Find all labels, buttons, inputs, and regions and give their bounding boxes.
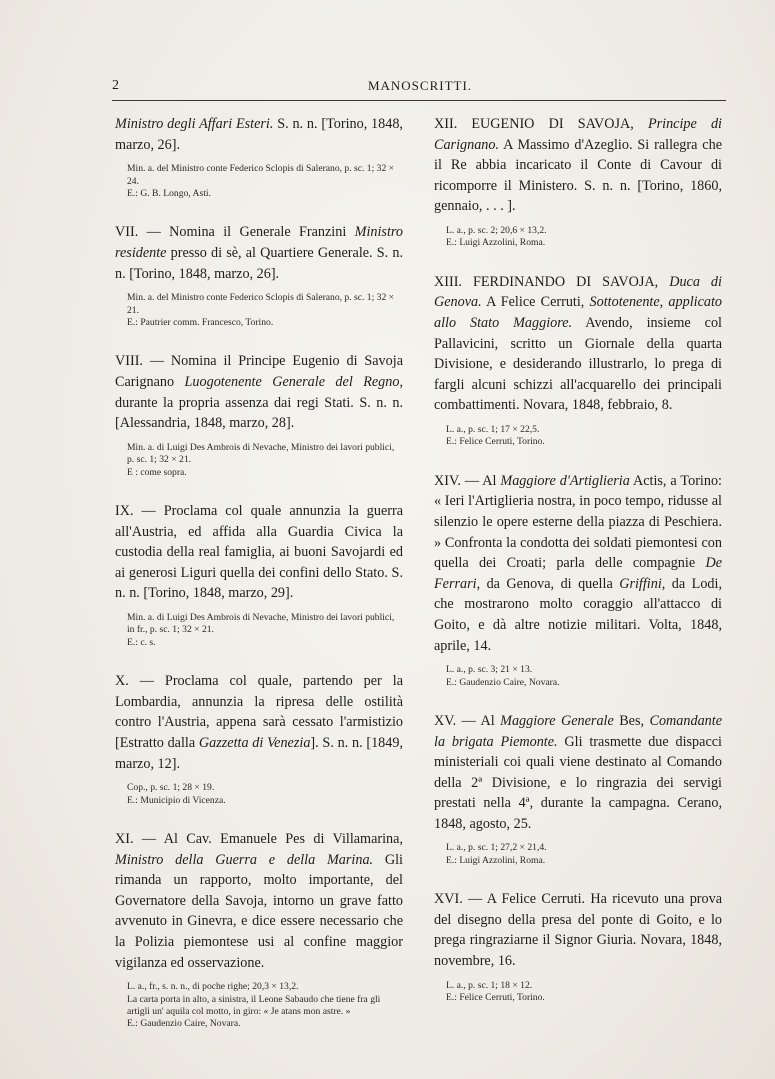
metadata-line: Min. a. di Luigi Des Ambrois di Nevache, Ministro dei lavori publici, p. sc. 1; 32 × 21. xyxy=(127,441,395,466)
text-run: S. n. n. [Torino, 1848, marzo, 26]. xyxy=(115,116,403,153)
catalog-entry xyxy=(115,501,403,649)
entry-metadata xyxy=(127,163,403,200)
text-run: A Felice Cerruti, xyxy=(481,294,590,311)
metadata-line: E.: Luigi Azzolini, Roma. xyxy=(446,854,546,866)
left-column xyxy=(115,114,403,1053)
metadata-line: L. a., p. sc. 3; 21 × 13. xyxy=(446,664,533,676)
italic-text: De Ferrari, xyxy=(434,555,722,592)
entry-description xyxy=(115,351,403,433)
entry-metadata xyxy=(127,782,403,807)
catalog-entry xyxy=(434,471,722,689)
italic-text: Sottotenente, applicato allo Stato Maggiore. xyxy=(434,294,723,331)
entry-description xyxy=(434,711,722,835)
italic-text: Gazzetta di Venezia xyxy=(198,734,311,751)
metadata-line: E.: Luigi Azzolini, Roma. xyxy=(446,237,546,249)
entry-metadata xyxy=(446,842,722,867)
entry-metadata xyxy=(127,981,403,1031)
metadata-line: La carta porta in alto, a sinistra, il Leone Sabaudo che tiene fra gli artigli un' aquila col motto, in giro: « Je atans mon astre. » xyxy=(127,993,381,1017)
metadata-line: L. a., p. sc. 2; 20,6 × 13,2. xyxy=(446,224,547,236)
catalog-entry xyxy=(115,351,403,479)
metadata-line: L. a., fr., s. n. n., di poche righe; 20,3 × 13,2. xyxy=(127,981,299,993)
text-run: Actis, a Torino: « Ieri l'Artiglieria nostra, in poco tempo, ridusse al silenzio le opere esterne della piazza di Peschiera. » Confronta la condotta dei soldati piemontesi con quella dei Croati; parla delle compagnie xyxy=(434,472,722,572)
italic-text: Maggiore Generale xyxy=(500,712,614,729)
text-run: Gli rimanda un rapporto, molto importante, del Governatore della Savoja, intorno un grave fatto avvenuto in Ginevra, e dice essere necessario che la Polizia piemontese usi al confine maggior vigilanza ed osservazione. xyxy=(115,851,403,971)
running-head: MANOSCRITTI. xyxy=(367,78,473,93)
text-run: XIV. — Al xyxy=(434,472,501,489)
entry-metadata xyxy=(446,225,722,250)
header-rule xyxy=(112,100,726,101)
page-header xyxy=(112,78,728,98)
metadata-line: Min. a. del Ministro conte Federico Sclopis di Salerano, p. sc. 1; 32 × 21. xyxy=(127,292,395,316)
italic-text: Duca di Genova. xyxy=(434,273,722,311)
metadata-line: L. a., p. sc. 1; 18 × 12. xyxy=(446,979,533,991)
entry-metadata xyxy=(446,980,722,1005)
italic-text: Principe di Carignano. xyxy=(434,116,722,153)
entry-metadata xyxy=(127,292,403,329)
text-run: VII. — Nomina il Generale Franzini xyxy=(115,224,355,241)
metadata-line: E.: Gaudenzio Caire, Novara. xyxy=(446,676,560,688)
catalog-entry xyxy=(434,711,722,867)
metadata-line: E.: Felice Cerruti, Torino. xyxy=(446,992,545,1004)
text-run: XIII. FERDINANDO DI SAVOJA, xyxy=(434,273,670,290)
metadata-line: L. a., p. sc. 1; 27,2 × 21,4. xyxy=(446,842,547,854)
entry-description xyxy=(115,501,403,604)
page-number: 2 xyxy=(112,78,119,93)
text-run: XI. — Al Cav. Emanuele Pes di Villamarina, xyxy=(115,830,403,847)
italic-text: Maggiore d'Artiglieria xyxy=(500,472,630,489)
italic-text: Griffini, xyxy=(619,575,666,592)
catalog-entry xyxy=(434,889,722,1004)
entry-description xyxy=(434,889,722,971)
metadata-line: Min. a. di Luigi Des Ambrois di Nevache, Ministro dei lavori publici, in fr., p. sc. 1; 32 × 21. xyxy=(127,611,395,636)
text-run: ]. S. n. n. [1849, marzo, 12]. xyxy=(115,734,404,772)
entry-description xyxy=(115,671,403,774)
entry-metadata xyxy=(127,442,403,479)
entry-metadata xyxy=(127,612,403,649)
entry-metadata xyxy=(446,664,722,689)
entry-description xyxy=(115,829,403,973)
metadata-line: E.: Municipio di Vicenza. xyxy=(127,794,226,806)
catalog-entry xyxy=(434,114,722,250)
text-run: XV. — Al xyxy=(434,712,501,729)
text-run: Avendo, insieme col Pallavicini, scritto un Giornale della quarta Divisione, e desiderando illustrarlo, lo prega di fargli alcuni schizzi all'acquarello dei principali combattimenti. Novara, 1848, febbraio, 8. xyxy=(434,314,722,414)
catalog-entry xyxy=(434,272,722,449)
catalog-entry xyxy=(115,222,403,329)
italic-text: Ministro degli Affari Esteri. xyxy=(115,116,274,132)
italic-text: Ministro della Guerra e della Marina. xyxy=(115,851,374,868)
metadata-line: L. a., p. sc. 1; 17 × 22,5. xyxy=(446,423,540,435)
metadata-line: E.: G. B. Longo, Asti. xyxy=(127,188,211,199)
text-run: presso di sè, al Quartiere Generale. S. n. n. [Torino, 1848, marzo, 26]. xyxy=(115,245,403,282)
text-run: X. — Proclama col quale, partendo per la Lombardia, annunzia la ripresa delle ostilità contro l'Austria, appena sarà cessato l'armistizio [Estratto dalla xyxy=(115,673,403,751)
catalog-entry xyxy=(115,114,403,200)
metadata-line: E.: Felice Cerruti, Torino. xyxy=(446,436,545,448)
catalog-entry xyxy=(115,829,403,1031)
entry-description xyxy=(434,471,722,656)
metadata-line: E.: Gaudenzio Caire, Novara. xyxy=(127,1018,241,1030)
text-run: Bes, xyxy=(613,712,650,729)
text-run: da Genova, di quella xyxy=(480,575,620,592)
metadata-line: E.: c. s. xyxy=(127,636,156,648)
entry-description xyxy=(115,114,403,155)
text-run: VIII. — Nomina il Principe Eugenio di Savoja Carignano xyxy=(115,353,403,390)
entry-description xyxy=(115,222,403,284)
metadata-line: E : come sopra. xyxy=(127,466,187,478)
text-run: durante la propria assenza dai regi Stati. S. n. n. [Alessandria, 1848, marzo, 28]. xyxy=(115,394,403,432)
italic-text: Ministro residente xyxy=(115,224,403,261)
metadata-line: Min. a. del Ministro conte Federico Sclopis di Salerano, p. sc. 1; 32 × 24. xyxy=(127,163,395,187)
right-column xyxy=(434,114,722,1026)
metadata-line: Cop., p. sc. 1; 28 × 19. xyxy=(127,782,215,794)
text-run: IX. — Proclama col quale annunzia la guerra all'Austria, ed affida alla Guardia Civica la custodia della real famiglia, ai buoni Savojardi ed ai generosi Liguri quella dei confini dello Stato. S. n. n. [Torino, 1848, marzo, 29]. xyxy=(115,503,403,602)
text-run: XVI. — A Felice Cerruti. Ha ricevuto una prova del disegno della presa del ponte di Goito, e lo prega ringraziarne il Signor Giuria. Novara, 1848, novembre, 16. xyxy=(434,891,722,970)
text-run: da Lodi, che mostrarono molto coraggio all'attacco di Goito, e dà altre notizie militari. Volta, 1848, aprile, 14. xyxy=(434,575,722,654)
italic-text: Comandante la brigata Piemonte. xyxy=(434,712,722,750)
catalog-entry xyxy=(115,671,403,807)
entry-metadata xyxy=(446,424,722,449)
entry-description xyxy=(434,114,722,217)
text-run: Gli trasmette due dispacci ministeriali coi quali viene destinato al Comando della 2ª Divisione, e lo ringrazia dei servigi prestati nella 4ª, durante la campagna. Cerano, 1848, agosto, 25. xyxy=(434,733,722,832)
text-run: A Massimo d'Azeglio. Si rallegra che il Re abbia incaricato il Conte di Cavour di ricomporre il Ministero. S. n. n. [Torino, 1860, gennaio, . . . ]. xyxy=(434,136,722,215)
metadata-line: E.: Pautrier comm. Francesco, Torino. xyxy=(127,317,274,328)
text-run: XII. EUGENIO DI SAVOJA, xyxy=(434,116,648,132)
entry-description xyxy=(434,272,722,416)
italic-text: Luogotenente Generale del Regno, xyxy=(184,374,403,390)
